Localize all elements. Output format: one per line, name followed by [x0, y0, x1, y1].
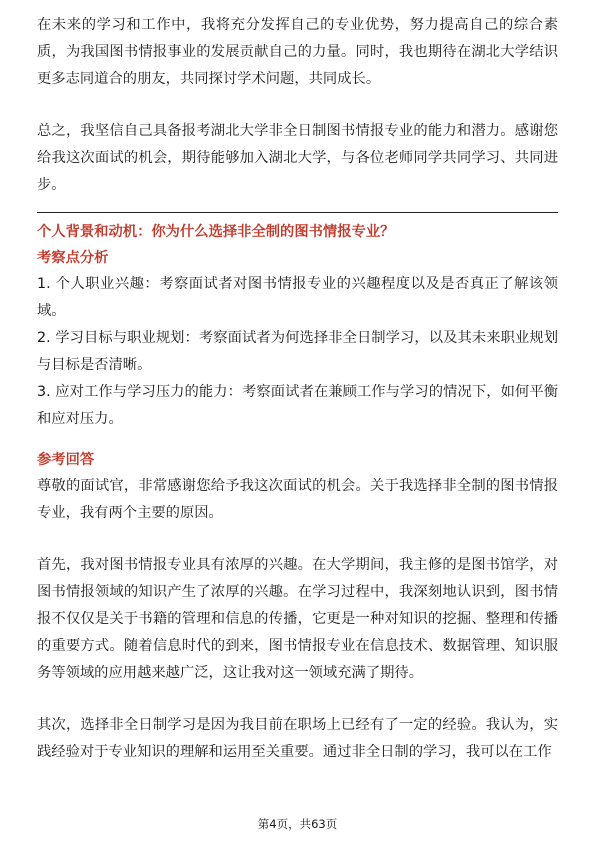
paragraph-gap	[37, 93, 558, 118]
paragraph-gap	[37, 687, 558, 712]
analysis-item-3: 3. 应对工作与学习压力的能力：考察面试者在兼顾工作与学习的情况下，如何平衡和应对压力。	[37, 384, 558, 427]
document-page	[37, 12, 558, 766]
analysis-item-1: 1. 个人职业兴趣：考察面试者对图书情报专业的兴趣程度以及是否真正了解该领域。	[37, 276, 558, 319]
paragraph-gap	[37, 527, 558, 552]
intro-paragraph-1: 在未来的学习和工作中，我将充分发挥自己的专业优势，努力提高自己的综合素质，为我国图书情报事业的发展贡献自己的力量。同时，我也期待在湖北大学结识更多志同道合的朋友，共同探讨学术问题，共同成长。	[37, 17, 558, 87]
intro-paragraph-2: 总之，我坚信自己具备报考湖北大学非全日制图书情报专业的能力和潜力。感谢您给我这次面试的机会，期待能够加入湖北大学，与各位老师同学共同学习、共同进步。	[37, 123, 558, 193]
question-title: 个人背景和动机：你为什么选择非全制的图书情报专业？	[37, 224, 395, 240]
page-number-footer: 第4页，共63页	[257, 817, 338, 831]
answer-paragraph-3: 其次，选择非全日制学习是因为我目前在职场上已经有了一定的经验。我认为，实践经验对于专业知识的理解和运用至关重要。通过非全日制的学习，我可以在工作	[37, 717, 558, 760]
answer-paragraph-2: 首先，我对图书情报专业具有浓厚的兴趣。在大学期间，我主修的是图书馆学，对图书情报领域的知识产生了浓厚的兴趣。在学习过程中，我深刻地认识到，图书情报不仅仅是关于书籍的管理和信息的传播，它更是一种对知识的挖掘、整理和传播的重要方式。随着信息时代的到来，图书情报专业在信息技术、数据管理、知识服务等领域的应用越来越广泛，这让我对这一领域充满了期待。	[37, 557, 558, 681]
answer-paragraph-1: 尊敬的面试官，非常感谢您给予我这次面试的机会。关于我选择非全制的图书情报专业，我有两个主要的原因。	[37, 478, 558, 521]
answer-heading: 参考回答	[37, 452, 95, 468]
section-gap	[37, 433, 558, 447]
section-divider	[37, 212, 558, 213]
analysis-item-2: 2. 学习目标与职业规划：考察面试者为何选择非全日制学习，以及其未来职业规划与目标是否清晰。	[37, 330, 558, 373]
analysis-heading: 考察点分析	[37, 250, 109, 266]
